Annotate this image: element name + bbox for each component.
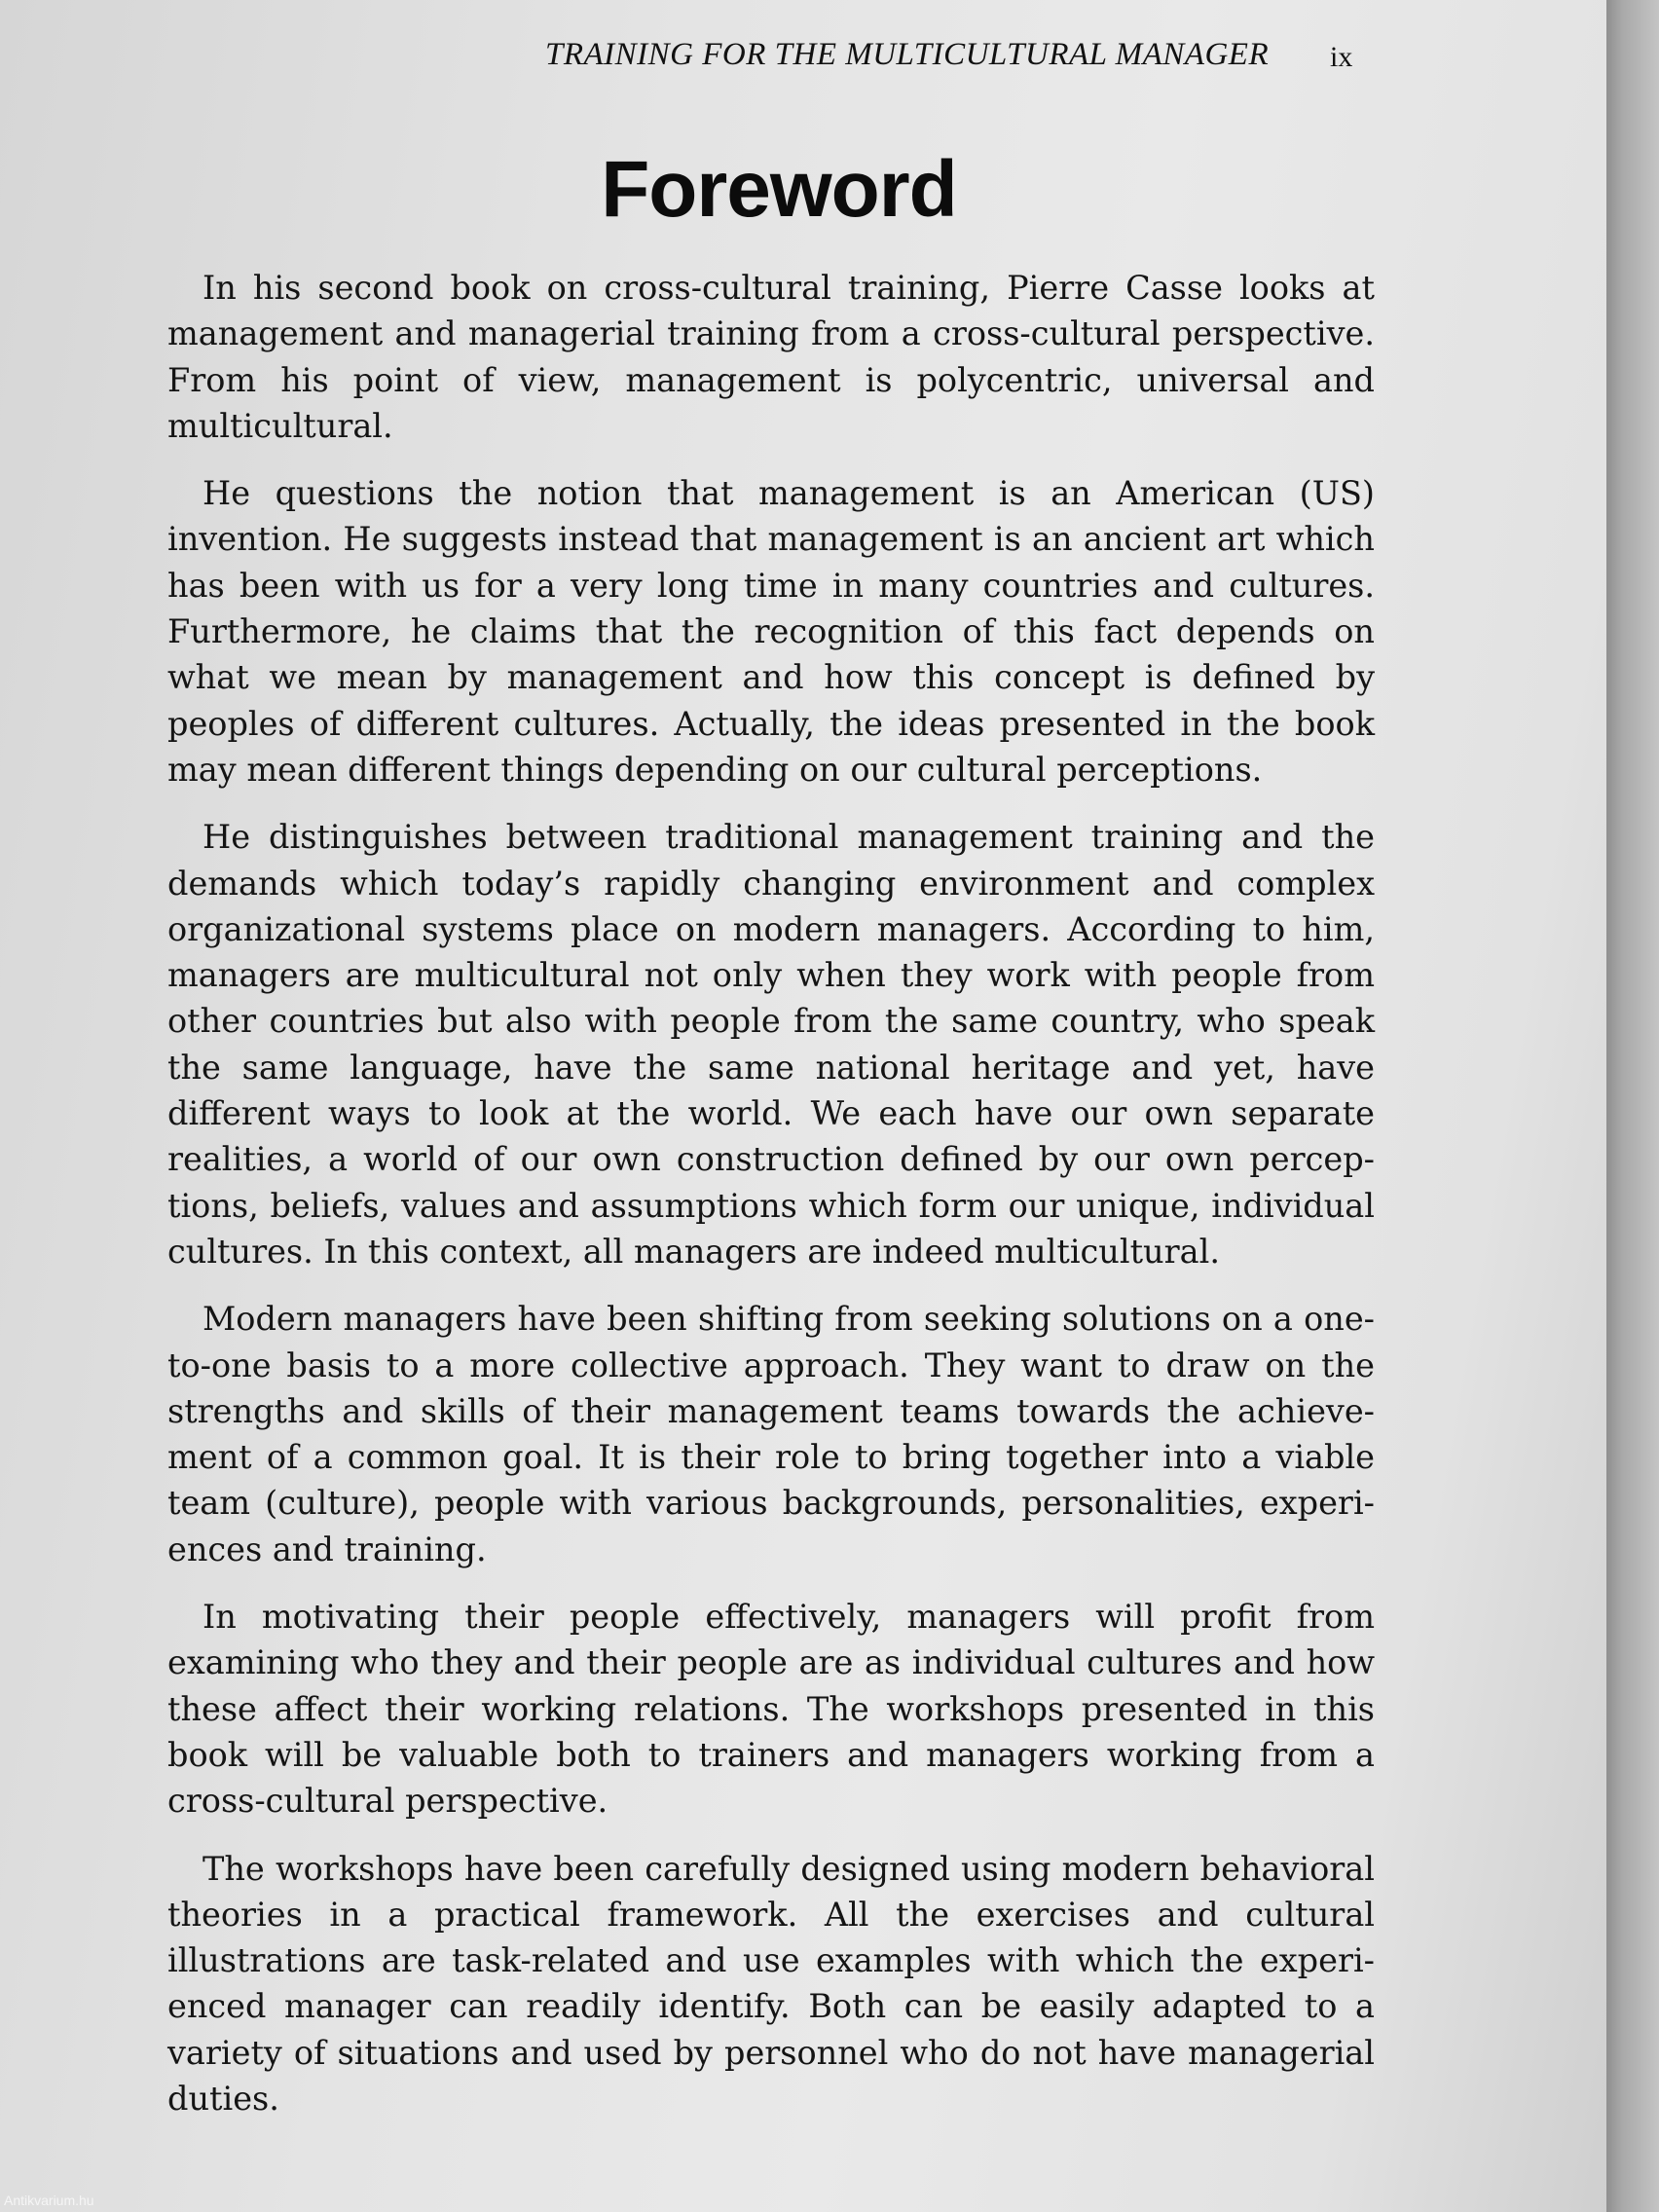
paragraph: The workshops have been carefully designed using modern behavioral theories in a practical framework. All the exercises and cultural illustrations are task-related and use examples with which the experienced manager can readily identify. Both can be easily adapted to a variety of situations and used by personnel who do not have managerial duties. (167, 1849, 1375, 2118)
running-head: TRAINING FOR THE MULTICULTURAL MANAGER (545, 37, 1270, 72)
watermark-text: Antikvarium.hu (4, 2193, 94, 2208)
paragraph: In his second book on cross-cultural training, Pierre Casse looks at management and managerial training from a cross-cultural perspective. From his point of view, management is polycentric, universal and multicultural. (167, 269, 1375, 445)
paragraph: He distinguishes between traditional management training and the demands which today’s rapidly changing environment and complex organizational systems place on modern managers. According to him, managers are multicultural not only when they work with people from other countries but also with people from the same country, who speak the same language, have the same national heritage and yet, have different ways to look at the world. We each have our own separate realities, a world of our own construction defined by our own perceptions, beliefs, values and assumptions which form our unique, individual cultures. In this context, all managers are indeed multicultural. (167, 818, 1375, 1271)
paragraph: In motivating their people effectively, managers will profit from examining who they and their people are as individual cultures and how these affect their working relations. The workshops presented in this book will be valuable both to trainers and managers working from a cross-cultural perspective. (167, 1598, 1375, 1821)
paragraph: Modern managers have been shifting from seeking solutions on a one-to-one basis to a more collective approach. They want to draw on the strengths and skills of their management teams towards the achievement of a common goal. It is their role to bring together into a viable team (culture), people with various backgrounds, personalities, experiences and training. (167, 1300, 1375, 1568)
foreword-body (167, 265, 1375, 2143)
paragraph: He questions the notion that management is an American (US) invention. He suggests instead that management is an ancient art which has been with us for a very long time in many countries and cultures. Furthermore, he claims that the recognition of this fact depends on what we mean by management and how this concept is defined by peoples of different cultures. Actually, the ideas presented in the book may mean different things depending on our cultural perceptions. (167, 474, 1375, 789)
page-title: Foreword (601, 145, 957, 234)
book-gutter-shadow (1606, 0, 1659, 2212)
page-number: ix (1330, 41, 1353, 73)
